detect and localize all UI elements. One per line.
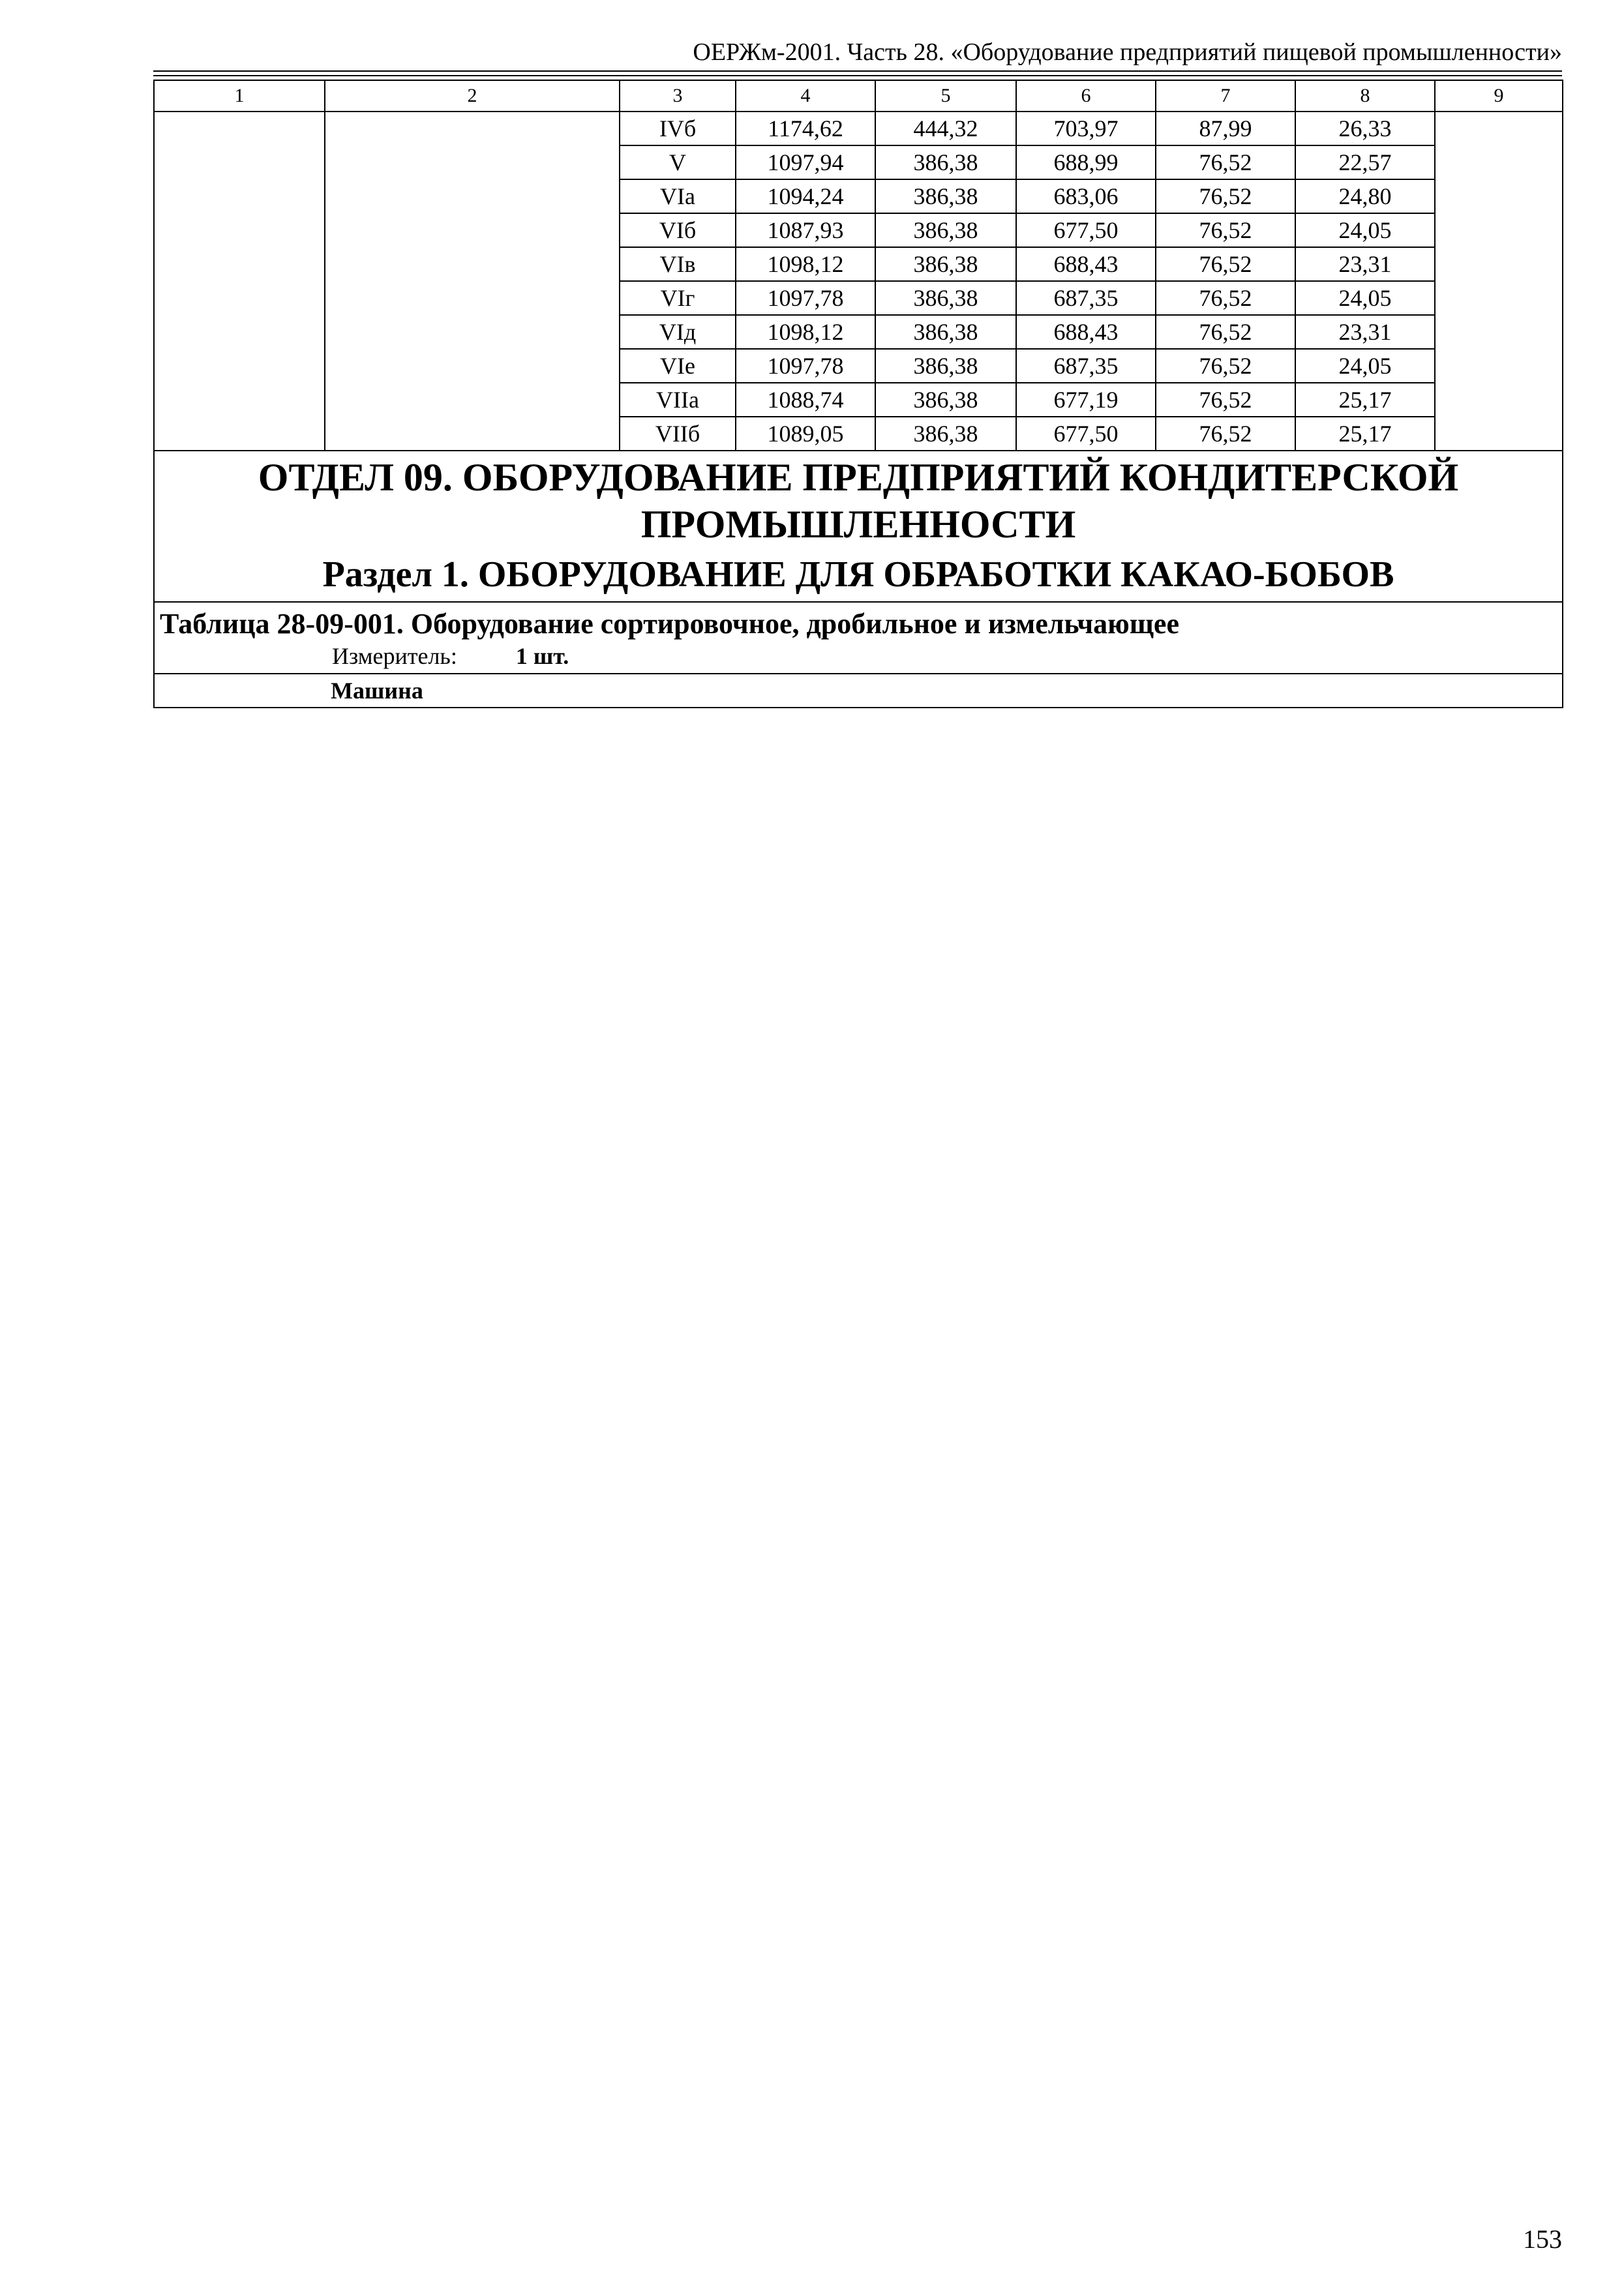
table-title: Таблица 28-09-001. Оборудование сортировочное, дробильное и измельчающее (160, 608, 1179, 640)
value-cell: 24,80 (1295, 179, 1435, 213)
column-number: 3 (620, 80, 736, 112)
value-cell: 76,52 (1156, 179, 1295, 213)
zone-cell: VIIa (620, 383, 736, 417)
value-cell: 386,38 (875, 145, 1016, 179)
value-cell: 76,52 (1156, 281, 1295, 315)
value-cell: 1097,78 (736, 349, 875, 383)
section-heading-row (154, 451, 1563, 602)
value-cell: 1094,24 (736, 179, 875, 213)
machine-row (154, 674, 1563, 708)
zone-cell: V (620, 145, 736, 179)
value-cell: 1098,12 (736, 247, 875, 281)
value-cell: 677,19 (1016, 383, 1156, 417)
value-cell: 386,38 (875, 179, 1016, 213)
measure-label: Измеритель: (332, 643, 457, 669)
table-caption-row (154, 602, 1563, 674)
value-cell: 25,17 (1295, 383, 1435, 417)
value-cell: 76,52 (1156, 383, 1295, 417)
zone-cell: VIг (620, 281, 736, 315)
column-number: 9 (1435, 80, 1563, 112)
value-cell: 1097,94 (736, 145, 875, 179)
value-cell: 386,38 (875, 213, 1016, 247)
value-cell: 688,99 (1016, 145, 1156, 179)
value-cell: 703,97 (1016, 112, 1156, 145)
value-cell: 23,31 (1295, 247, 1435, 281)
section-subtitle: Раздел 1. ОБОРУДОВАНИЕ ДЛЯ ОБРАБОТКИ КАКАО-БОБОВ (322, 554, 1394, 595)
section-heading (154, 451, 1563, 602)
value-cell: 386,38 (875, 417, 1016, 451)
value-cell: 25,17 (1295, 417, 1435, 451)
running-header: ОЕРЖм-2001. Часть 28. «Оборудование предприятий пищевой промышленности» (693, 38, 1562, 66)
table-row (154, 112, 1563, 145)
value-cell: 76,52 (1156, 417, 1295, 451)
column-number: 8 (1295, 80, 1435, 112)
value-cell: 23,31 (1295, 315, 1435, 349)
section-title: ОТДЕЛ 09. ОБОРУДОВАНИЕ ПРЕДПРИЯТИЙ КОНДИТЕРСКОЙ ПРОМЫШЛЕННОСТИ (258, 456, 1459, 546)
value-cell: 386,38 (875, 247, 1016, 281)
value-cell: 444,32 (875, 112, 1016, 145)
value-cell: 1087,93 (736, 213, 875, 247)
measure-line (160, 642, 1557, 670)
value-cell: 24,05 (1295, 281, 1435, 315)
zone-cell: VIIб (620, 417, 736, 451)
value-cell: 687,35 (1016, 349, 1156, 383)
value-cell: 677,50 (1016, 213, 1156, 247)
value-cell: 1097,78 (736, 281, 875, 315)
value-cell: 386,38 (875, 349, 1016, 383)
column-number: 7 (1156, 80, 1295, 112)
page-number: 153 (1523, 2224, 1562, 2254)
table-caption (154, 602, 1563, 674)
machine-label: Машина (154, 674, 1563, 708)
value-cell: 1174,62 (736, 112, 875, 145)
zone-cell: VIд (620, 315, 736, 349)
value-cell: 1098,12 (736, 315, 875, 349)
value-cell: 386,38 (875, 281, 1016, 315)
zone-cell: VIе (620, 349, 736, 383)
value-cell: 87,99 (1156, 112, 1295, 145)
measure-value: 1 шт. (515, 643, 569, 669)
value-cell: 26,33 (1295, 112, 1435, 145)
zone-cell: IVб (620, 112, 736, 145)
column-number: 1 (154, 80, 325, 112)
value-cell: 22,57 (1295, 145, 1435, 179)
column-number: 4 (736, 80, 875, 112)
code-cell-empty (154, 112, 325, 451)
value-cell: 1088,74 (736, 383, 875, 417)
value-cell: 1089,05 (736, 417, 875, 451)
value-cell: 76,52 (1156, 145, 1295, 179)
zone-cell: VIб (620, 213, 736, 247)
value-cell: 677,50 (1016, 417, 1156, 451)
value-cell: 76,52 (1156, 349, 1295, 383)
value-cell: 76,52 (1156, 315, 1295, 349)
value-cell: 76,52 (1156, 213, 1295, 247)
column-number: 5 (875, 80, 1016, 112)
value-cell: 688,43 (1016, 247, 1156, 281)
value-cell: 687,35 (1016, 281, 1156, 315)
value-cell: 24,05 (1295, 213, 1435, 247)
header-rule (153, 70, 1562, 72)
value-cell: 688,43 (1016, 315, 1156, 349)
zone-cell: VIa (620, 179, 736, 213)
header-rule-inner (153, 75, 1562, 76)
name-cell-empty (325, 112, 620, 451)
rates-table (153, 80, 1563, 708)
column-number-row (154, 80, 1563, 112)
value-cell: 76,52 (1156, 247, 1295, 281)
value-cell: 683,06 (1016, 179, 1156, 213)
column-number: 2 (325, 80, 620, 112)
value-cell: 386,38 (875, 383, 1016, 417)
zone-cell: VIв (620, 247, 736, 281)
value-cell: 386,38 (875, 315, 1016, 349)
col9-cell-empty (1435, 112, 1563, 451)
column-number: 6 (1016, 80, 1156, 112)
table-body (154, 80, 1563, 708)
value-cell: 24,05 (1295, 349, 1435, 383)
